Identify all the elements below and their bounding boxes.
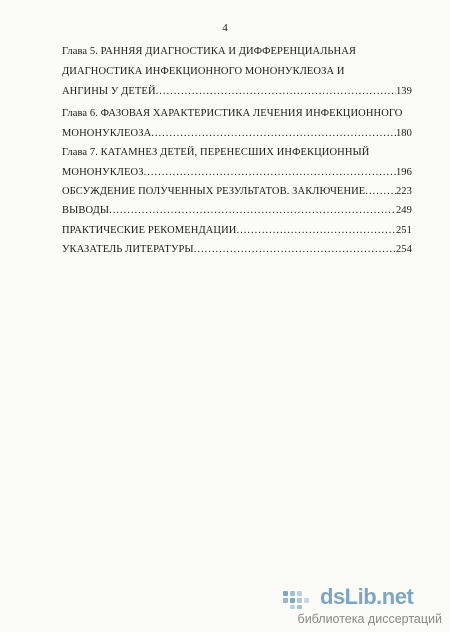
toc-entry-chapter-5[interactable] [62, 86, 412, 97]
toc-entry-references[interactable] [62, 244, 412, 255]
toc-chapter-7-line-1: Глава 7. КАТАМНЕЗ ДЕТЕЙ, ПЕРЕНЕСШИХ ИНФЕКЦИОННЫЙ [62, 147, 370, 158]
toc-discussion-title: ОБСУЖДЕНИЕ ПОЛУЧЕННЫХ РЕЗУЛЬТАТОВ. ЗАКЛЮЧЕНИЕ [62, 186, 366, 197]
toc-leader-dots [365, 186, 396, 197]
toc-chapter-5-line-2: ДИАГНОСТИКА ИНФЕКЦИОННОГО МОНОНУКЛЕОЗА И [62, 66, 345, 77]
toc-chapter-6-line-2: МОНОНУКЛЕОЗА [62, 128, 152, 139]
toc-leader-dots [151, 128, 396, 139]
toc-entry-discussion[interactable] [62, 186, 412, 197]
toc-conclusions-title: ВЫВОДЫ [62, 205, 110, 216]
toc-leader-dots [156, 86, 396, 97]
toc-page-number: 180 [395, 128, 412, 139]
page-number: 4 [222, 22, 228, 34]
toc-leader-dots [194, 244, 396, 255]
toc-leader-dots [144, 167, 396, 178]
toc-entry-chapter-7[interactable] [62, 167, 412, 178]
toc-recommendations-title: ПРАКТИЧЕСКИЕ РЕКОМЕНДАЦИИ [62, 225, 237, 236]
toc-leader-dots [236, 225, 396, 236]
toc-entry-conclusions[interactable] [62, 205, 412, 216]
toc-page-number: 251 [395, 225, 412, 236]
toc-leader-dots [109, 205, 396, 216]
toc-chapter-7-line-2: МОНОНУКЛЕОЗ [62, 167, 144, 178]
toc-entry-chapter-6[interactable] [62, 128, 412, 139]
toc-chapter-5-line-3: АНГИНЫ У ДЕТЕЙ [62, 86, 156, 97]
toc-chapter-6-line-1: Глава 6. ФАЗОВАЯ ХАРАКТЕРИСТИКА ЛЕЧЕНИЯ ИНФЕКЦИОННОГО [62, 108, 403, 119]
toc-page-number: 223 [395, 186, 412, 197]
toc-references-title: УКАЗАТЕЛЬ ЛИТЕРАТУРЫ [62, 244, 194, 255]
toc-page-number: 254 [395, 244, 412, 255]
toc-entry-recommendations[interactable] [62, 225, 412, 236]
toc-page-number: 196 [395, 167, 412, 178]
toc-page-number: 139 [395, 86, 412, 97]
dslib-subtitle: библиотека диссертаций [297, 612, 442, 626]
dslib-logo-icon [282, 588, 314, 610]
toc-page-number: 249 [395, 205, 412, 216]
toc-chapter-5-line-1: Глава 5. РАННЯЯ ДИАГНОСТИКА И ДИФФЕРЕНЦИАЛЬНАЯ [62, 46, 357, 57]
dslib-logo-text: dsLib.net [320, 584, 414, 609]
